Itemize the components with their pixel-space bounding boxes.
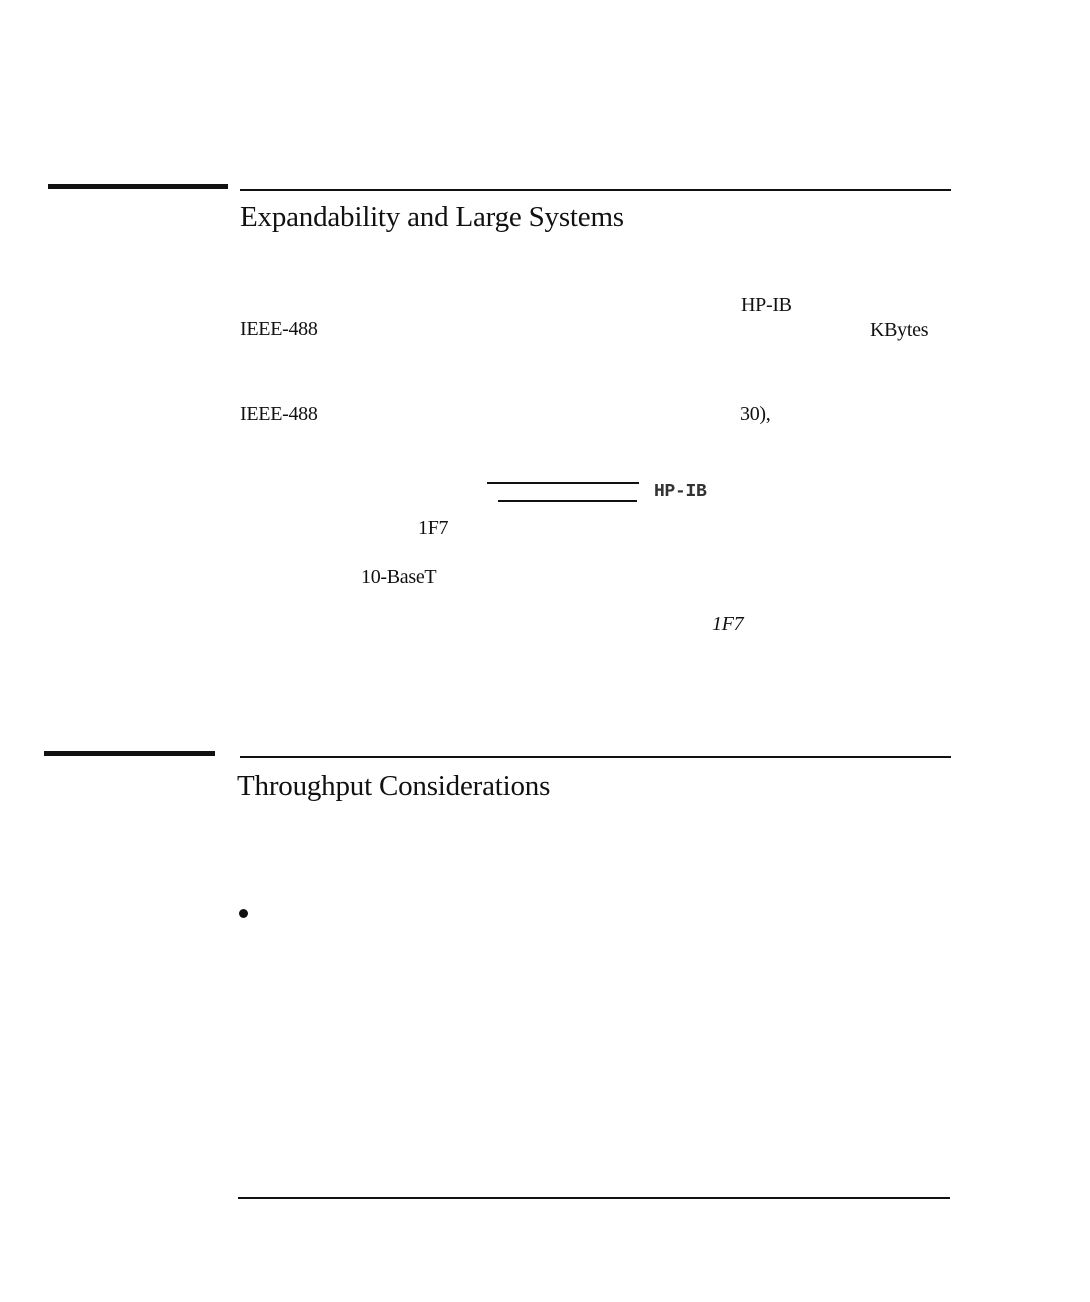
section-header-rule <box>240 189 951 191</box>
text-10-baset: 10-BaseT <box>361 566 437 588</box>
text-hpib-key: HP-IB <box>654 482 707 502</box>
text-kbytes: KBytes <box>870 319 929 341</box>
text-if7: 1F7 <box>418 517 449 539</box>
section-marker-rule <box>48 184 228 189</box>
underline-top <box>487 482 639 484</box>
section-title-throughput: Throughput Considerations <box>237 770 551 802</box>
text-if7-italic: 1F7 <box>712 613 744 635</box>
text-ieee-488: IEEE-488 <box>240 318 318 340</box>
text-ieee-488-second: IEEE-488 <box>240 403 318 425</box>
underline-bottom <box>498 500 637 502</box>
section-marker-rule-2 <box>44 751 215 756</box>
list-bullet <box>239 909 248 918</box>
footer-rule <box>238 1197 950 1199</box>
text-30: 30), <box>740 403 771 425</box>
text-hpib: HP-IB <box>741 294 792 316</box>
section-header-rule-2 <box>240 756 951 758</box>
section-title-expandability: Expandability and Large Systems <box>240 201 624 233</box>
